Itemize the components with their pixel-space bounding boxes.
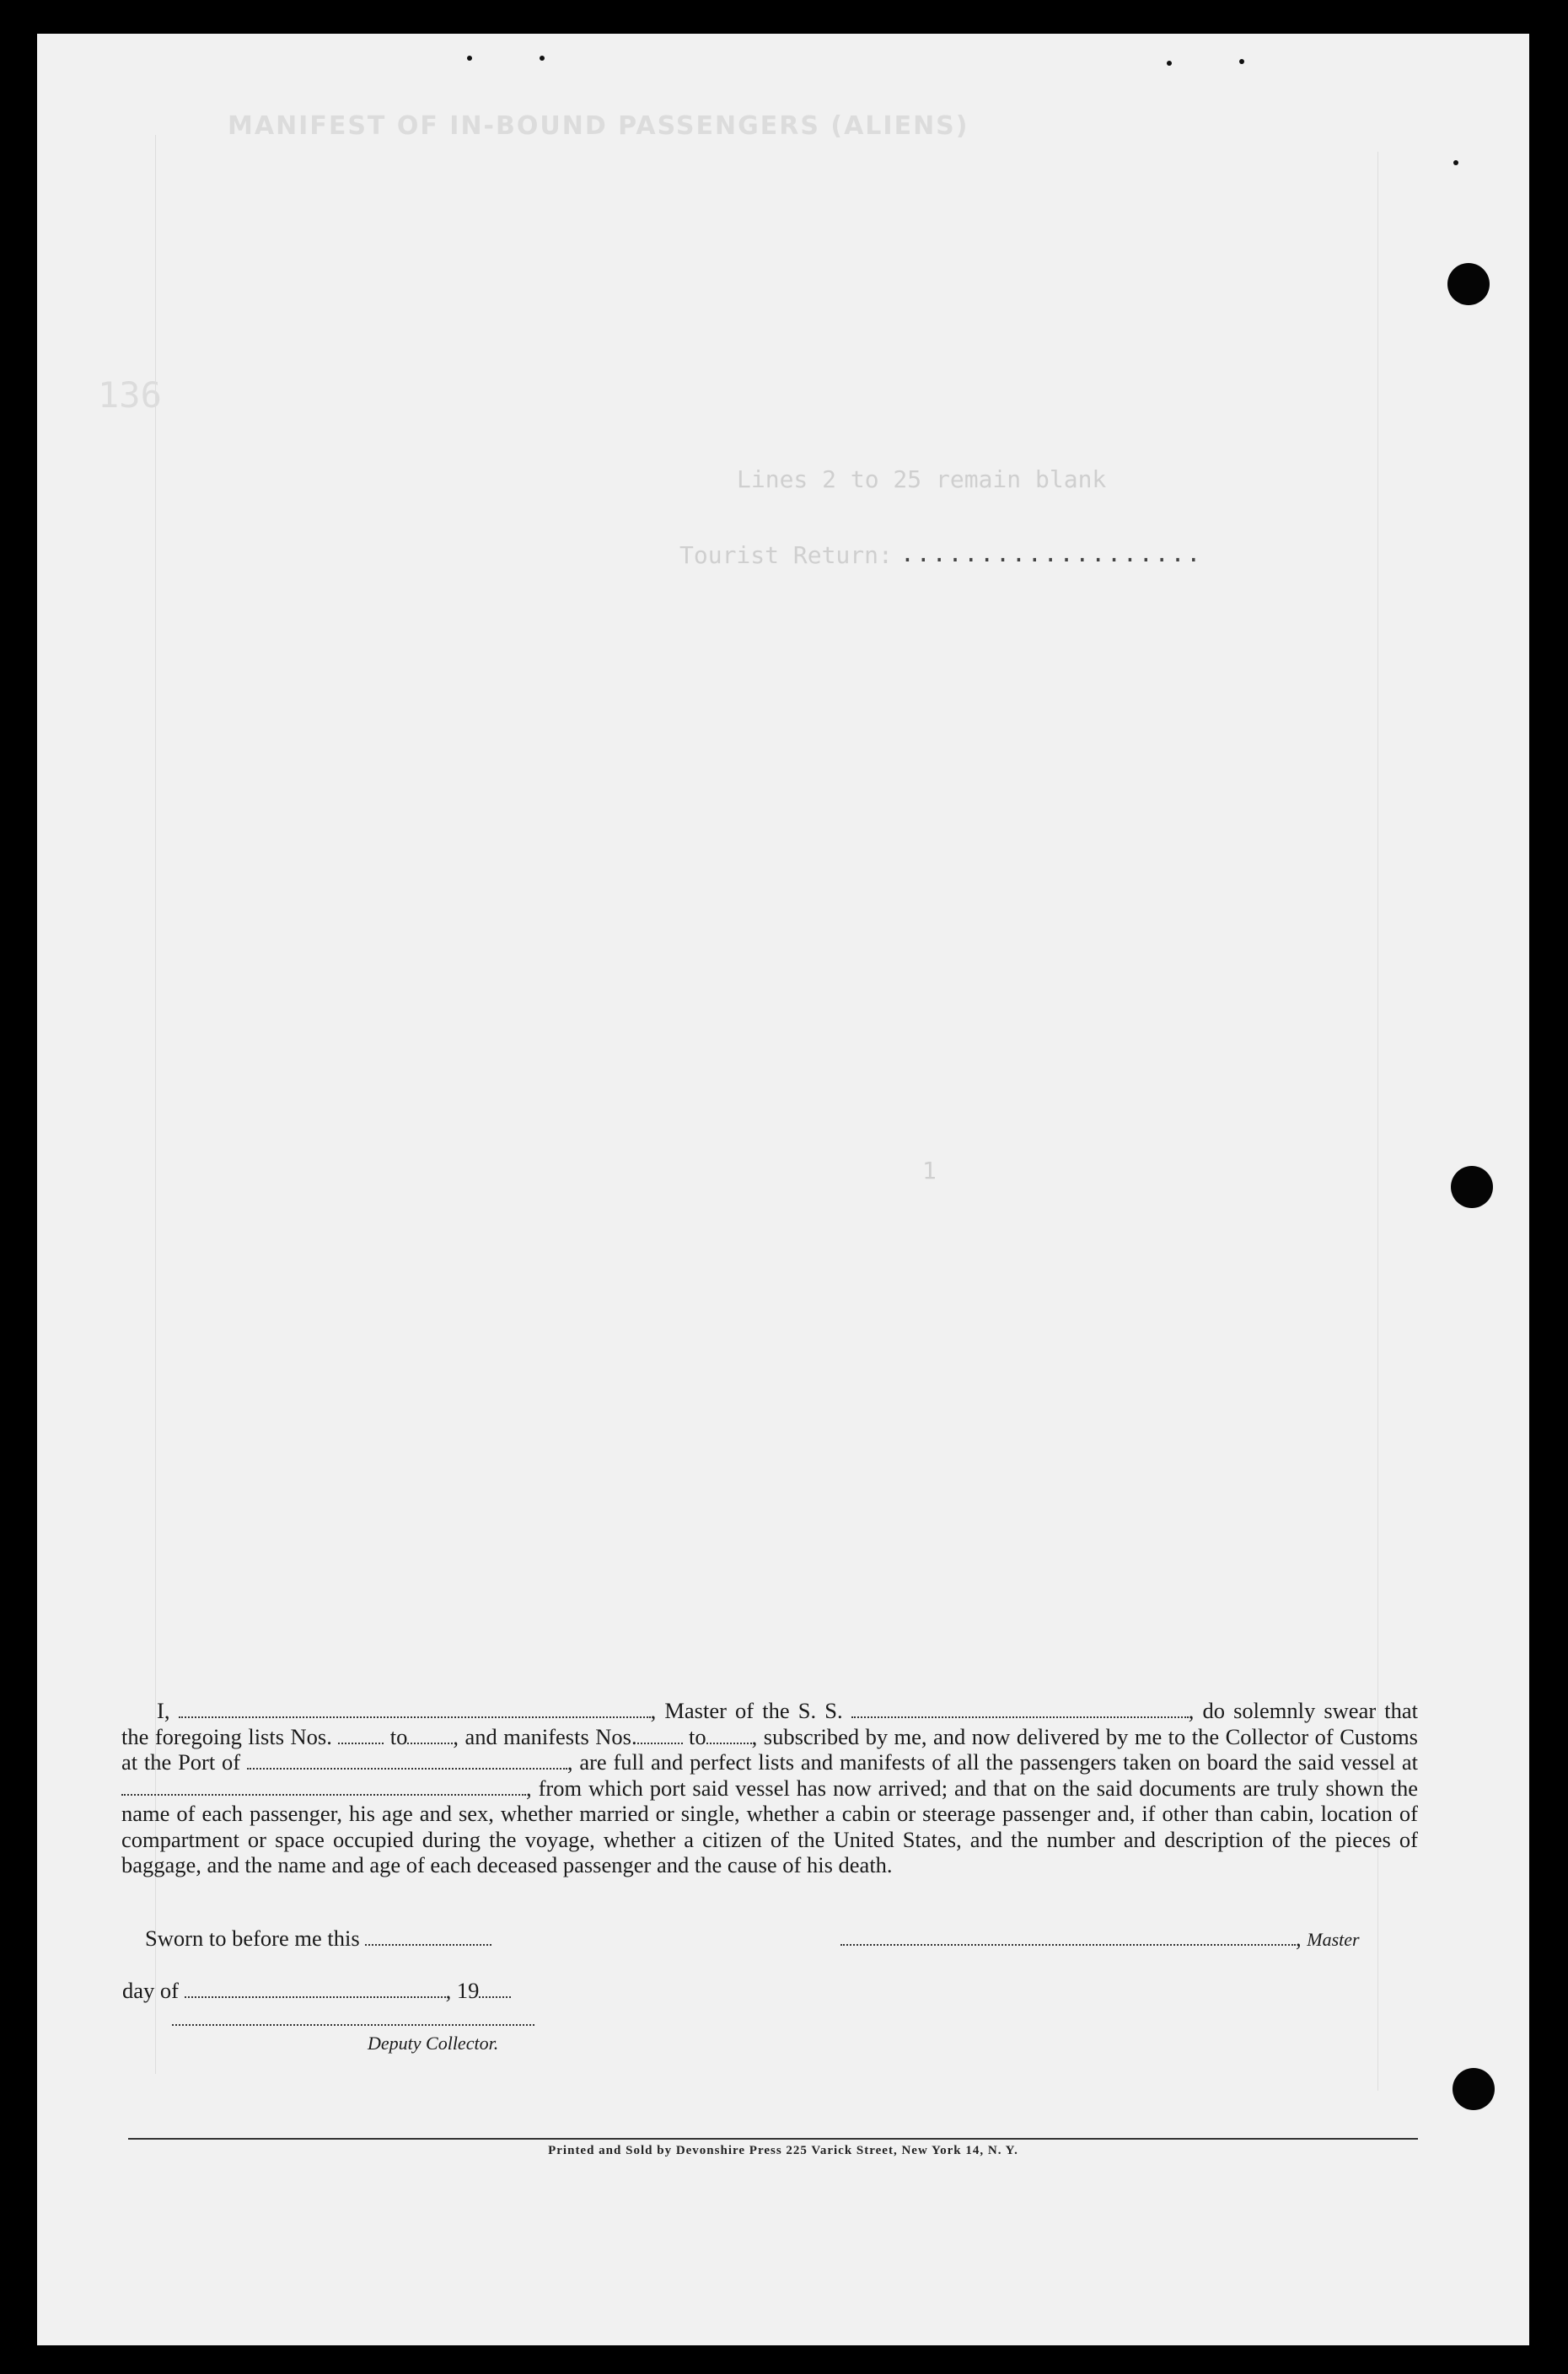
punch-hole-top <box>1447 263 1490 305</box>
oath-text: , Master of the S. S. <box>650 1698 843 1723</box>
footer-rule <box>128 2138 1418 2140</box>
deputy-signature-line[interactable] <box>172 2024 534 2026</box>
sworn-line <box>145 1926 491 1952</box>
master-label: Master <box>1307 1929 1360 1950</box>
oath-text: , do solemnly swear that the foregoing lists Nos. <box>121 1698 1419 1749</box>
lists-to-field[interactable] <box>407 1727 453 1744</box>
master-signature-field[interactable] <box>840 1929 1296 1946</box>
day-of-label: day of <box>122 1978 179 2003</box>
oath-text: I, <box>157 1698 170 1723</box>
tourist-return-dots: ................... <box>900 540 1203 567</box>
master-oath <box>121 1698 1418 1878</box>
speck-mark <box>540 56 545 61</box>
printer-imprint: Printed and Sold by Devonshire Press 225 Varick Street, New York 14, N. Y. <box>548 2144 1018 2157</box>
manifests-to-field[interactable] <box>706 1727 752 1744</box>
speck-mark <box>1239 59 1244 64</box>
oath-text: , are full and perfect lists and manifests of all the passengers taken on board the said vessel at <box>567 1749 1419 1775</box>
year-field[interactable] <box>479 1981 511 1998</box>
deputy-collector-text: Deputy Collector. <box>368 2033 499 2054</box>
speck-mark <box>1167 61 1172 66</box>
oath-text: , from which port said vessel has now arrived; and that on the said documents are truly shown the name of each passenger, his age and sex, whether married or single, whether a cabin or steerage passenger and, if other than cabin, location of compartment or space occupied during the voyage, whether a citizen of the United States, and the number and description of the pieces of baggage, and the name and age of each deceased passenger and the cause of his death. <box>121 1775 1418 1877</box>
speck-mark <box>1453 160 1458 165</box>
port-field[interactable] <box>247 1753 567 1770</box>
oath-text: , subscribed by me, and now delivered by me to the Collector of Customs at the Port of <box>121 1723 1418 1775</box>
lines-blank-note: Lines 2 to 25 remain blank <box>737 465 1107 493</box>
deputy-collector-label <box>368 2029 498 2055</box>
lists-from-field[interactable] <box>338 1727 384 1744</box>
tourist-return-label: Tourist Return: <box>679 541 893 569</box>
bleed-through-title: MANIFEST OF IN-BOUND PASSENGERS (ALIENS) <box>228 111 969 141</box>
punch-hole-middle <box>1451 1166 1493 1208</box>
sworn-label: Sworn to before me this <box>145 1926 360 1951</box>
embarkation-port-field[interactable] <box>121 1779 526 1796</box>
day-of-line <box>122 1978 511 2004</box>
oath-text: to <box>689 1723 706 1749</box>
day-of-month-field[interactable] <box>185 1981 446 1998</box>
master-name-field[interactable] <box>179 1701 651 1718</box>
oath-text: , and manifests Nos. <box>453 1723 637 1749</box>
manifest-page <box>37 34 1529 2345</box>
oath-text: to <box>389 1723 408 1749</box>
speck-mark <box>467 56 472 61</box>
sworn-date-field[interactable] <box>365 1929 491 1946</box>
ship-name-field[interactable] <box>851 1701 1189 1718</box>
master-signature-line: , Master <box>840 1926 1360 1952</box>
year-prefix: , 19 <box>445 1978 480 2003</box>
manifests-from-field[interactable] <box>637 1727 683 1744</box>
bleed-through-page-number: 136 <box>98 374 162 416</box>
stray-typed-mark: 1 <box>922 1157 937 1184</box>
punch-hole-bottom <box>1453 2068 1495 2110</box>
